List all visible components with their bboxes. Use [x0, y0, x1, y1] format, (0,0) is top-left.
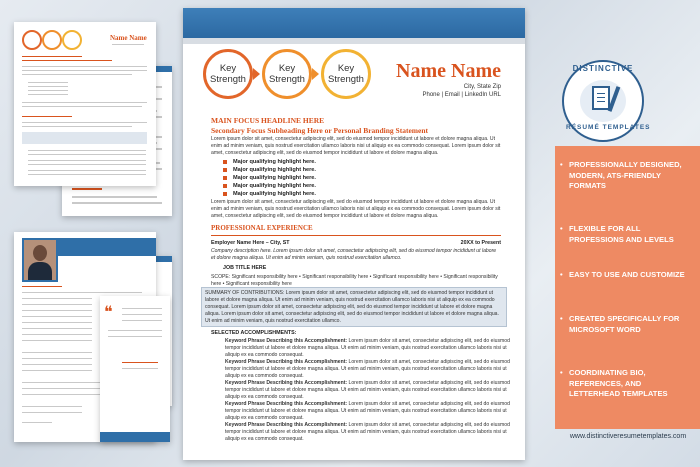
summary-box: SUMMARY OF CONTRIBUTIONS: Lorem ipsum dolor sit amet, consectetur adipiscing elit, sed do eiusmod tempor incididunt ut labore et dolore magna aliqua. Ut enim ad minim veniam, quis nostrud exercitation ullamco laboris nisi ut aliquip ex ea commodo consequat. Lorem ipsum dolor sit amet, consectetur adipiscing elit, sed do eiusmod tempor incididunt ut labore et dolore magna aliqua. Lorem ipsum dolor sit amet, consectetur adipiscing elit, sed do eiusmod tempor incididunt ut labore et dolore magna aliqua. Ut enim ad minim veniam, quis nostrud exercitation ullamco.	[201, 287, 507, 327]
key-strength-circle: Key Strength	[262, 49, 312, 99]
chevron-right-icon	[312, 68, 319, 80]
accomplishment-item: Keyword Phrase Describing this Accomplishment: Lorem ipsum dolor sit amet, consectetur adipiscing elit, sed do eiusmod tempor incididunt ut labore et dolore magna aliqua. Ut enim ad minim veniam, quis nostrud exercitation ullamco laboris nisi ut aliquip ex ea commodo consequat.	[225, 338, 510, 358]
list-item: Major qualifying highlight here.	[223, 158, 316, 166]
thumbnail-resume-page-1	[14, 22, 156, 186]
brand-bottom-text: RÉSUMÉ TEMPLATES	[566, 124, 651, 131]
headline: MAIN FOCUS HEADLINE HERE	[211, 116, 325, 125]
accomplishments-heading: SELECTED ACCOMPLISHMENTS:	[211, 330, 297, 336]
intro-paragraph: Lorem ipsum dolor sit amet, consectetur adipiscing elit, sed do eiusmod tempor incididunt ut labore et dolore magna aliqua. Ut enim ad minim veniam, quis nostrud exercitation ullamco laboris nisi ut aliquip ex ea commodo consequat. Lorem ipsum dolor sit amet, consectetur adipiscing elit, sed do eiusmod tempor incididunt ut labore et dolore magna aliqua.	[211, 136, 501, 156]
accomplishment-item: Keyword Phrase Describing this Accomplishment: Lorem ipsum dolor sit amet, consectetur adipiscing elit, sed do eiusmod tempor incididunt ut labore et dolore magna aliqua. Ut enim ad minim veniam, quis nostrud exercitation ullamco laboris nisi ut aliquip ex ea commodo consequat.	[225, 422, 510, 442]
website-link[interactable]: www.distinctiveresumetemplates.com	[569, 433, 687, 440]
key-strength-circle: Key Strength	[203, 49, 253, 99]
thumbnail-letterhead-page	[100, 296, 170, 442]
profile-photo	[22, 238, 58, 282]
resume-name: Name Name	[396, 60, 501, 82]
list-item: Major qualifying highlight here.	[223, 190, 316, 198]
experience-heading: PROFESSIONAL EXPERIENCE	[211, 224, 313, 232]
list-item: Major qualifying highlight here.	[223, 174, 316, 182]
document-icon	[592, 86, 610, 110]
thumb-strength-circle	[62, 30, 82, 50]
intro-paragraph-2: Lorem ipsum dolor sit amet, consectetur adipiscing elit, sed do eiusmod tempor incididunt ut labore et dolore magna aliqua. Ut enim ad minim veniam, quis nostrud exercitation ullamco laboris nisi ut aliquip ex ea commodo consequat. Lorem ipsum dolor sit amet, consectetur adipiscing elit, sed do eiusmod tempor incididunt ut labore et dolore magna aliqua.	[211, 199, 501, 219]
dates: 20XX to Present	[460, 240, 501, 246]
thumb-bio-header	[52, 238, 156, 256]
list-item: Major qualifying highlight here.	[223, 182, 316, 190]
accomplishment-item: Keyword Phrase Describing this Accomplishment: Lorem ipsum dolor sit amet, consectetur adipiscing elit, sed do eiusmod tempor incididunt ut labore et dolore magna aliqua. Ut enim ad minim veniam, quis nostrud exercitation ullamco laboris nisi ut aliquip ex ea commodo consequat.	[225, 359, 510, 379]
thumb-strength-circle	[42, 30, 62, 50]
thumb-summary-box	[22, 132, 147, 144]
quote-icon: ❝	[104, 304, 113, 321]
header-bar	[183, 8, 525, 38]
highlights-list	[223, 158, 316, 198]
accomplishment-item: Keyword Phrase Describing this Accomplishment: Lorem ipsum dolor sit amet, consectetur adipiscing elit, sed do eiusmod tempor incididunt ut labore et dolore magna aliqua. Ut enim ad minim veniam, quis nostrud exercitation ullamco laboris nisi ut aliquip ex ea commodo consequat.	[225, 401, 510, 421]
thumb-name: Name Name	[110, 34, 147, 42]
thumb-strength-circle	[22, 30, 42, 50]
accomplishment-item: Keyword Phrase Describing this Accomplishment: Lorem ipsum dolor sit amet, consectetur adipiscing elit, sed do eiusmod tempor incididunt ut labore et dolore magna aliqua. Ut enim ad minim veniam, quis nostrud exercitation ullamco laboris nisi ut aliquip ex ea commodo consequat.	[225, 380, 510, 400]
feature-item: • EASY TO USE AND CUSTOMIZE	[569, 270, 687, 281]
feature-item: • PROFESSIONALLY DESIGNED, MODERN, ATS-FRIENDLY FORMATS	[569, 160, 687, 192]
company-description: Company description here. Lorem ipsum dolor sit amet, consectetur adipiscing elit, sed do eiusmod tempor incididunt ut labore et dolore magna aliqua. Ut enim ad minim veniam, quis nostrud exercitation ullamco.	[211, 248, 497, 261]
contact-details: Phone | Email | LinkedIn URL	[422, 92, 501, 98]
brand-top-text: DISTINCTIVE	[572, 64, 634, 73]
list-item: Major qualifying highlight here.	[223, 166, 316, 174]
contact-address: City, State Zip	[463, 84, 501, 90]
feature-item: • COORDINATING BIO, REFERENCES, AND LETTERHEAD TEMPLATES	[569, 368, 687, 400]
employer: Employer Name Here – City, ST	[211, 240, 290, 246]
subheadline: Secondary Focus Subheading Here or Personal Branding Statement	[211, 126, 429, 135]
feature-item: • CREATED SPECIFICALLY FOR MICROSOFT WORD	[569, 314, 687, 335]
features-panel	[555, 146, 700, 429]
feature-item: • FLEXIBLE FOR ALL PROFESSIONS AND LEVELS	[569, 224, 687, 245]
key-strength-circle: Key Strength	[321, 49, 371, 99]
scope: SCOPE: Significant responsibility here • Significant responsibility here • Significant responsibility here • Significant responsibility here • Significant responsibility here	[211, 274, 498, 287]
main-resume-page	[183, 8, 525, 460]
job-title: JOB TITLE HERE	[223, 265, 267, 271]
chevron-right-icon	[253, 68, 260, 80]
